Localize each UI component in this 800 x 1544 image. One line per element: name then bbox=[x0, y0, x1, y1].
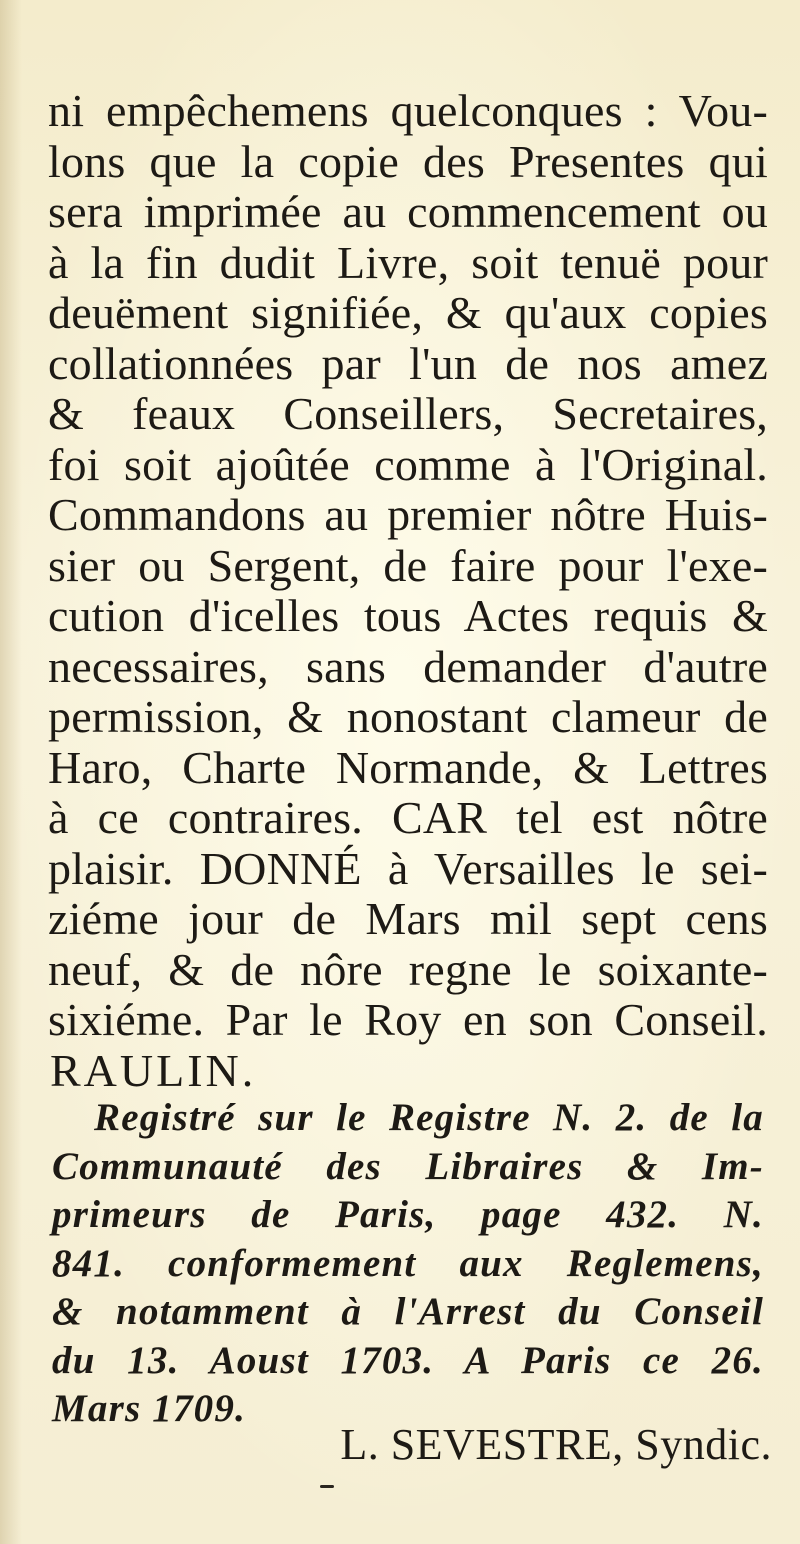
text-line: sixiéme. Par le Roy en son Conseil. bbox=[48, 994, 768, 1045]
text-line: Haro, Charte Normande, & Lettres bbox=[48, 741, 768, 793]
text-line: à ce contraires. CAR tel est nôtre bbox=[48, 792, 768, 843]
privilege-text bbox=[48, 86, 768, 1096]
text-line: sera imprimée au commencement ou bbox=[48, 186, 768, 237]
text-line: à la fin dudit Livre, soit tenuë pour bbox=[48, 236, 768, 288]
registration-line: Mars 1709. bbox=[52, 1387, 247, 1430]
text-line: plaisir. DONNÉ à Versailles le sei- bbox=[48, 842, 768, 894]
footer-dash bbox=[320, 1485, 334, 1488]
registration-line: 841. conformement aux Reglemens, bbox=[52, 1241, 764, 1285]
registration-line: & notamment à l'Arrest du Conseil bbox=[52, 1290, 764, 1333]
text-line: lons que la copie des Presentes qui bbox=[48, 135, 768, 187]
text-line: neuf, & de nôre regne le soixante- bbox=[48, 943, 768, 995]
text-line: foi soit ajoûtée comme à l'Original. bbox=[48, 438, 768, 490]
text-line: ziéme jour de Mars mil sept cens bbox=[48, 893, 768, 944]
text-line: & feaux Conseillers, Secretaires, bbox=[48, 388, 768, 439]
registration-line: du 13. Aoust 1703. A Paris ce 26. bbox=[52, 1338, 764, 1382]
signatory-raulin: RAULIN. bbox=[50, 1044, 257, 1096]
registration-line: primeurs de Paris, page 432. N. bbox=[52, 1193, 764, 1236]
text-line: cution d'icelles tous Actes requis & bbox=[48, 590, 768, 641]
text-line: Commandons au premier nôtre Huis- bbox=[48, 489, 768, 540]
text-line: necessaires, sans demander d'autre bbox=[48, 640, 768, 692]
registration-notice bbox=[52, 1094, 764, 1434]
text-line: sier ou Sergent, de faire pour l'exe- bbox=[48, 539, 768, 591]
syndic-signature: L. SEVESTRE, Syndic. bbox=[340, 1420, 772, 1469]
text-line: deuëment signifiée, & qu'aux copies bbox=[48, 287, 768, 338]
text-line: ni empêchemens quelconques : Vou- bbox=[48, 85, 768, 136]
text-line: collationnées par l'un de nos amez bbox=[48, 337, 768, 389]
registration-line: Registré sur le Registre N. 2. de la bbox=[94, 1096, 764, 1139]
registration-line: Communauté des Libraires & Im- bbox=[52, 1144, 764, 1188]
text-line: permission, & nonostant clameur de bbox=[48, 691, 768, 742]
